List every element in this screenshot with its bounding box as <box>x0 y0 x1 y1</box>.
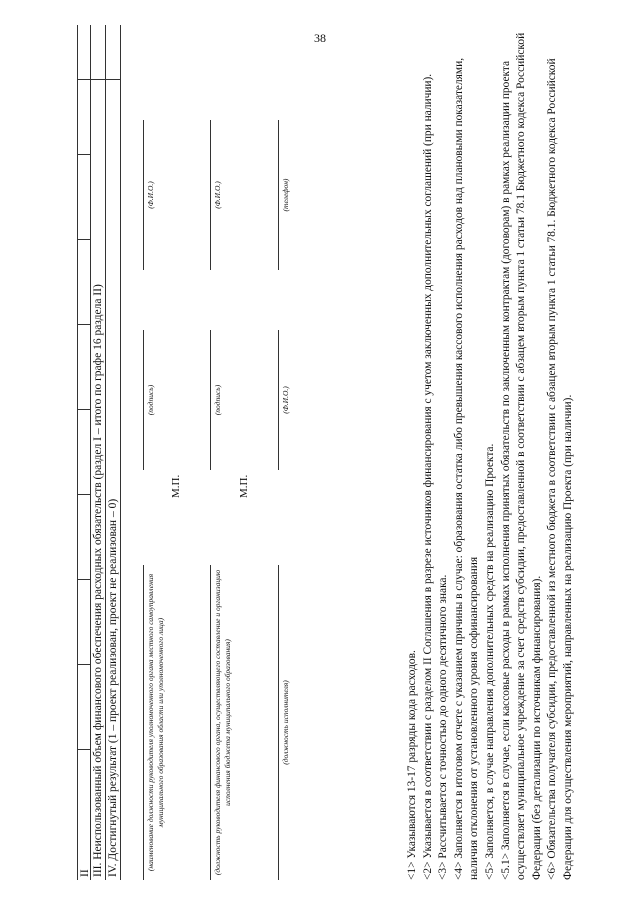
table-row <box>91 25 106 880</box>
table-cell-row-label: II <box>79 869 91 877</box>
footnote: <6> Обязательства получателя субсидии, предоставленной из местного бюджета в соответствии с абзацем вторым пункта 1 статьи 78.1. Бюджетного кодекса Российской Федерации для осуществления мероприятий, направленных на реализацию Проекта (при наличии). <box>546 58 574 880</box>
head-signature-caption: (подпись) <box>146 384 155 416</box>
head-position-caption: (наименование должности руководителя уполномоченного органа местного самоуправления муниципального образования области или уполномоченного лица) <box>146 573 165 872</box>
footnote: <4> Заполняется в итоговом отчете с указанием причины в случае: образования остатка либо превышения кассового исполнения расходов над плановыми показателями, наличия отклонения от установленного уровня софинансирования <box>452 57 481 880</box>
seal-placeholder: М.П. <box>170 474 182 498</box>
table-row <box>77 25 91 880</box>
fin-position-caption: (должность руководителя финансового органа, осуществляющего составление и организацию исполнения бюджета муниципального образования) <box>213 569 232 876</box>
footnote: <3> Рассчитывается с точностью до одного десятичного знака. <box>437 574 450 880</box>
footnotes <box>405 22 577 880</box>
footnote: <5.1> Заполняется в случае, если кассовые расходы в рамках исполнения принятых обязательств по заключенным контрактам (договорам) в рамках реализации проекта осуществляет муниципальное учреждение за счет средств субсидии, предоставленной в соответствии с абзацем вторым пункта 1 статьи 78.1 Бюджетного кодекса Российской Федерации (без детализации по источникам финансирования). <box>499 32 543 880</box>
fin-signature-caption: (подпись) <box>213 384 222 416</box>
seal-placeholder: М.П. <box>238 474 250 498</box>
footnote: <5> Заполняется, в случае направления дополнительных средств на реализацию Проекта. <box>483 443 496 880</box>
page-number: 38 <box>314 31 326 45</box>
exec-name-caption: (Ф.И.О.) <box>281 386 290 414</box>
report-table <box>77 25 121 880</box>
footnote: <2> Указывается в соответствии с разделом II Соглашения в разрезе источников финансирования с учетом заключенных дополнительных соглашений (при наличии). <box>421 73 434 880</box>
table-cell-unused-volume: III. Неиспользованный объем финансового обеспечения расходных обязательств (раздел I – итого по графе 16 раздела II) <box>92 284 104 877</box>
rotated-page-content <box>60 20 620 890</box>
exec-position-caption: (должность исполнителя) <box>281 680 290 765</box>
footnote: <1> Указываются 13-17 разряды кода расходов. <box>406 650 418 880</box>
exec-phone-caption: (телефон) <box>281 178 290 212</box>
table-row <box>106 25 121 880</box>
fin-name-caption: (Ф.И.О.) <box>213 181 222 209</box>
table-cell-result: IV. Достигнутый результат (1 – проект реализован, проект не реализован – 0) <box>107 498 119 877</box>
head-name-caption: (Ф.И.О.) <box>146 181 155 209</box>
